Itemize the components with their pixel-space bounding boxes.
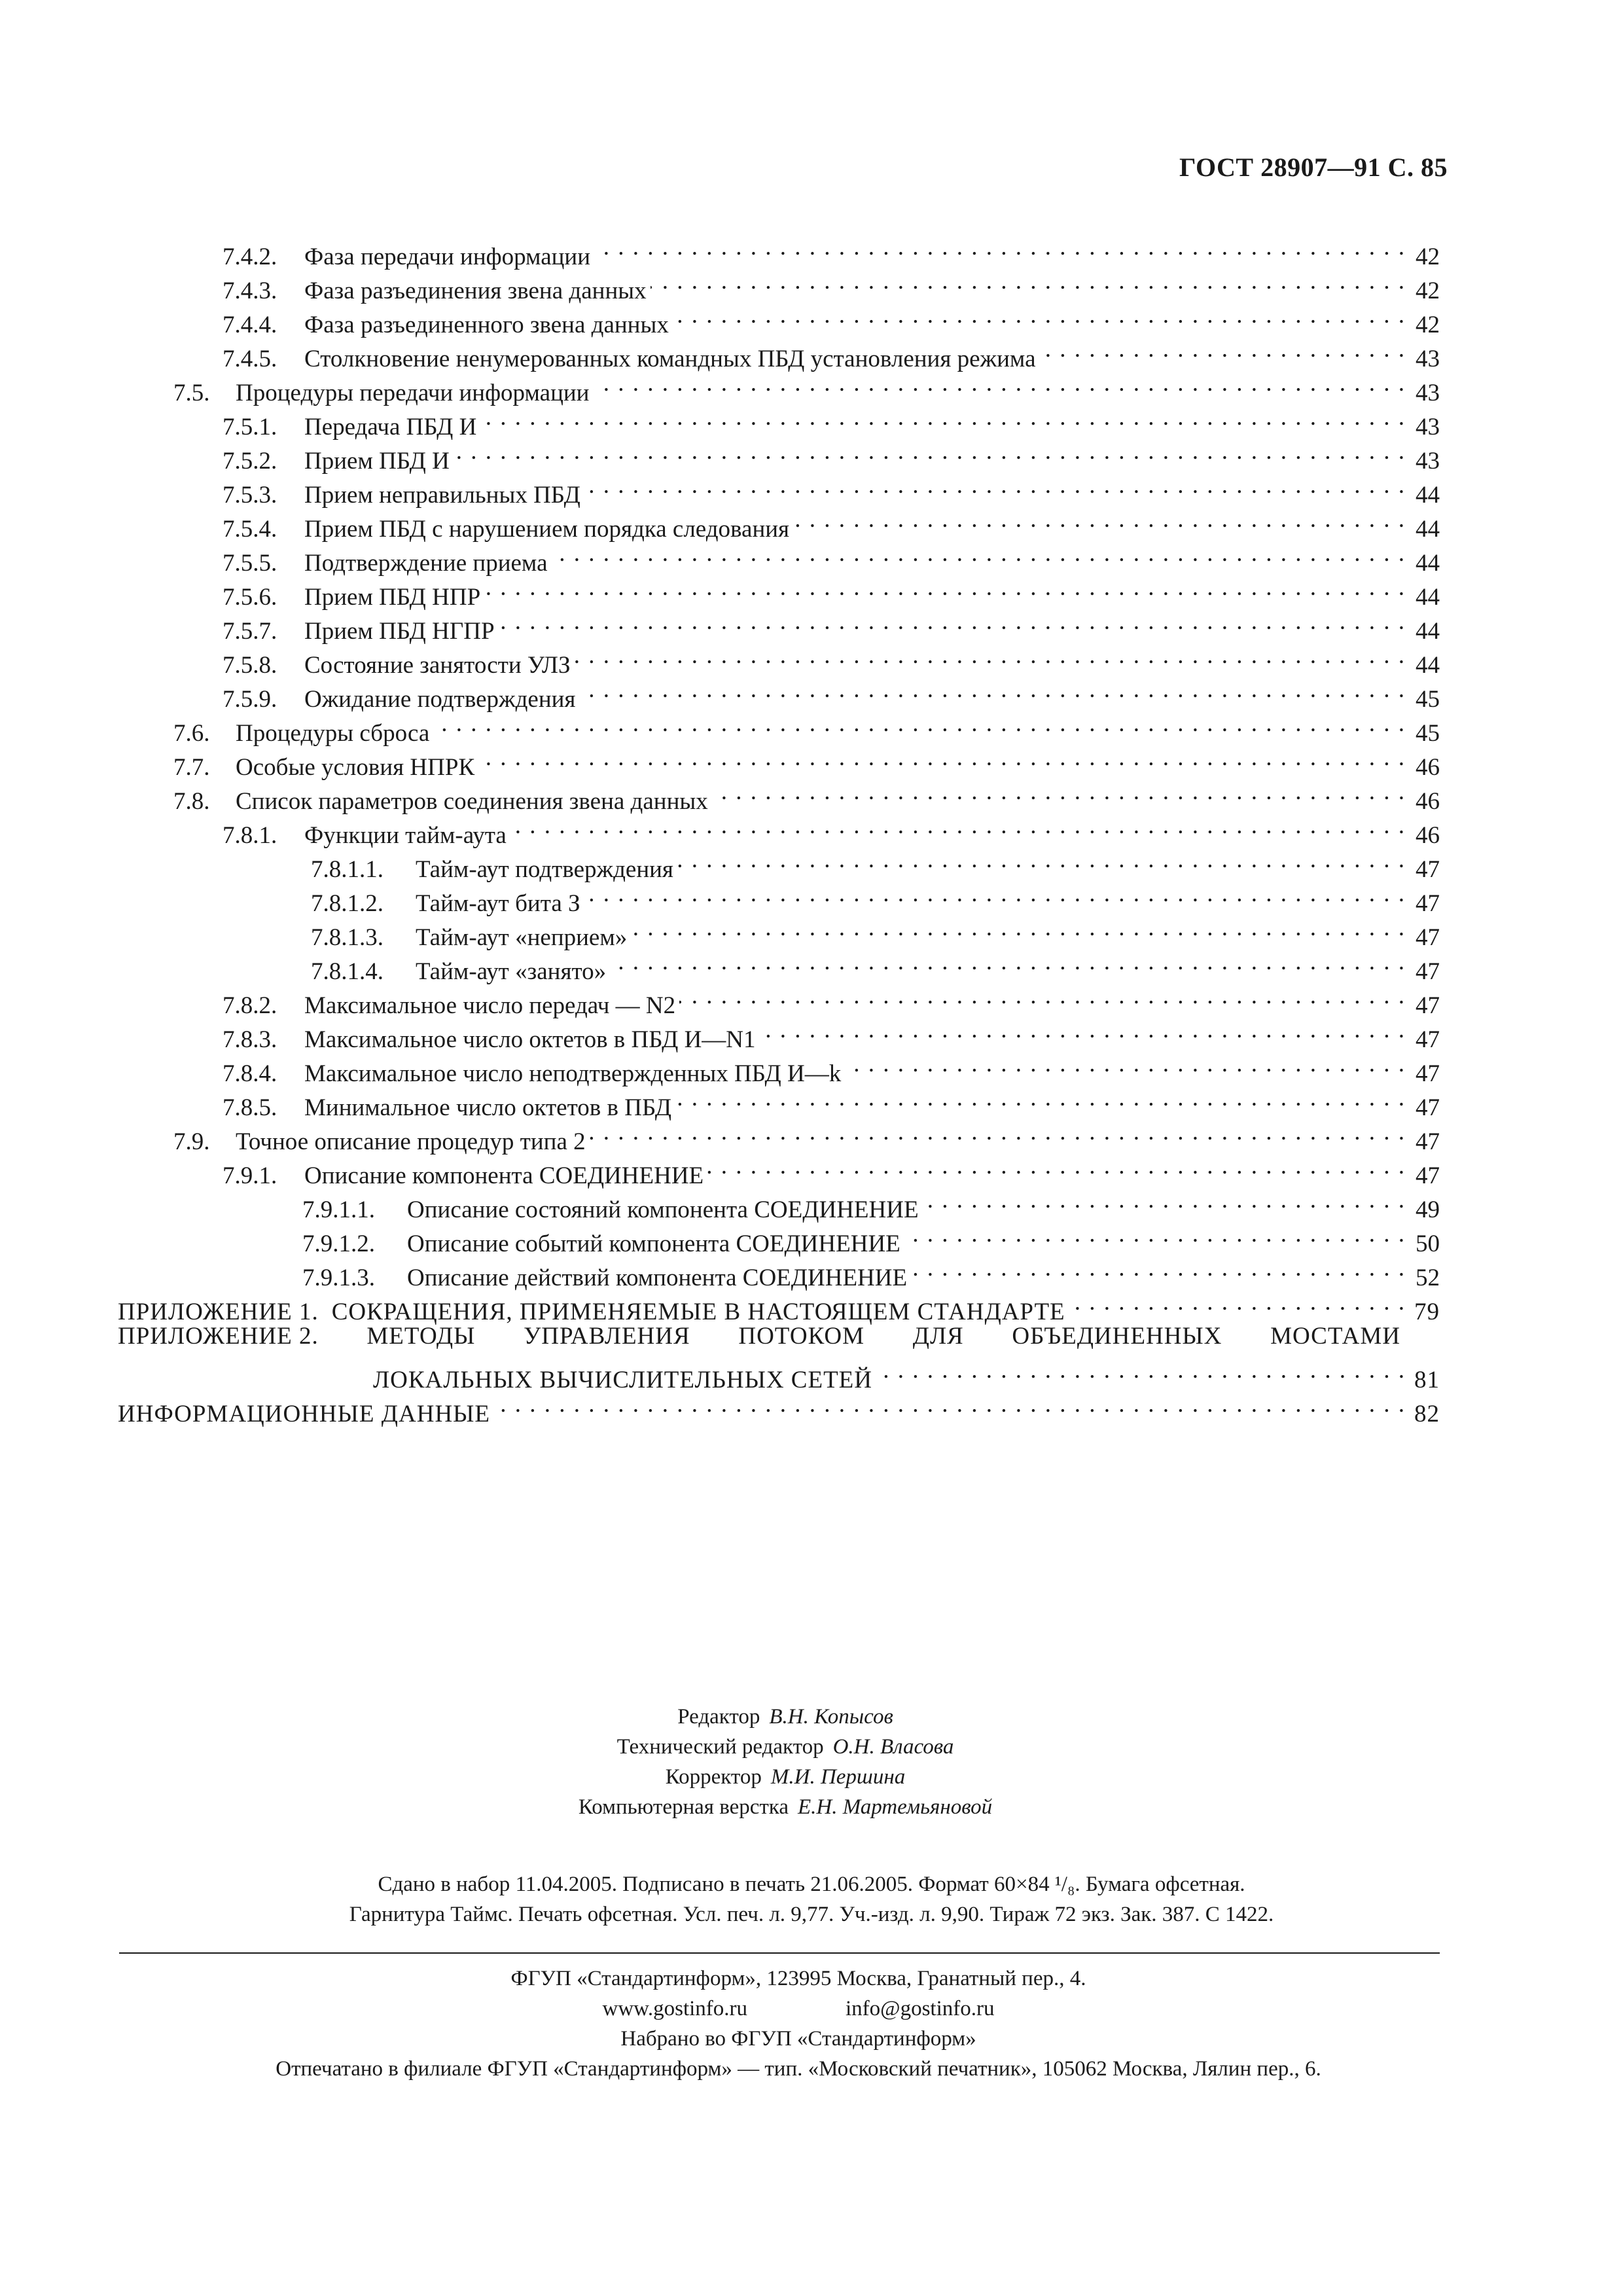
- toc-entry-title: Тайм-аут «занято»: [416, 958, 607, 985]
- leader-dots: [590, 1115, 1406, 1149]
- toc-entry-title: Процедуры сброса: [236, 720, 430, 747]
- leader-dots: [433, 707, 1406, 741]
- toc-appendix-2-line-2: [118, 1354, 1440, 1393]
- toc-entry-number: 7.4.4.: [223, 312, 277, 338]
- toc-entry-page: 47: [1416, 1128, 1440, 1155]
- toc-entry-page: 43: [1416, 380, 1440, 406]
- publisher-info: [0, 1964, 1597, 2084]
- leader-dots: [594, 230, 1406, 264]
- toc-entry-title: Функции тайм-аута: [304, 822, 507, 849]
- toc-entry-page: 47: [1416, 1094, 1440, 1121]
- toc-entry-page: 44: [1416, 482, 1440, 509]
- toc-entry-page: 47: [1416, 924, 1440, 951]
- toc-entry-title: Список параметров соединения звена данных: [236, 788, 708, 815]
- credit-line: [0, 1792, 1571, 1822]
- credit-name: Е.Н. Мартемьяновой: [797, 1795, 993, 1819]
- leader-dots: [631, 911, 1406, 945]
- appendix-title-word: МЕТОДЫ: [366, 1323, 476, 1350]
- leader-dots: [923, 1183, 1406, 1217]
- toc-entry-number: 7.5.: [173, 380, 210, 406]
- toc-entry-title: Описание действий компонента СОЕДИНЕНИЕ: [407, 1265, 908, 1291]
- toc-entry-page: 44: [1416, 516, 1440, 543]
- credit-line: [0, 1732, 1571, 1762]
- leader-dots: [484, 571, 1406, 605]
- toc-entry-page: 46: [1416, 754, 1440, 781]
- leader-dots: [499, 605, 1406, 639]
- leader-dots: [579, 673, 1406, 707]
- credit-name: В.Н. Копысов: [769, 1705, 893, 1729]
- appendix-title-word: ПОТОКОМ: [738, 1323, 865, 1350]
- credit-name: М.И. Першина: [770, 1765, 906, 1789]
- toc-entry-title: Прием ПБД И: [304, 448, 450, 475]
- toc-entry-page: 44: [1416, 618, 1440, 645]
- leader-dots: [679, 979, 1406, 1013]
- toc-entry-number: 7.9.1.: [223, 1162, 277, 1189]
- toc-entry-page: 44: [1416, 550, 1440, 577]
- leader-dots: [454, 435, 1406, 469]
- toc-entry-title: Точное описание процедур типа 2: [236, 1128, 586, 1155]
- toc-entry-title: Подтверждение приема: [304, 550, 548, 577]
- toc-entry-number: 7.5.9.: [223, 686, 277, 713]
- horizontal-rule: [119, 1952, 1440, 1954]
- leader-dots: [1069, 1285, 1406, 1319]
- toc-entry-title: Описание состояний компонента СОЕДИНЕНИЕ: [407, 1196, 919, 1223]
- toc-entry-page: 44: [1416, 652, 1440, 679]
- toc-entry-page: 43: [1416, 414, 1440, 440]
- credit-role: Компьютерная верстка: [578, 1795, 789, 1819]
- toc-entry-number: 7.5.3.: [223, 482, 277, 509]
- print-imprint: [0, 1869, 1623, 1929]
- toc-entry-number: 7.5.7.: [223, 618, 277, 645]
- appendix-number: ПРИЛОЖЕНИЕ 1.: [118, 1299, 319, 1325]
- leader-dots: [675, 1081, 1406, 1115]
- toc-entry-page: 44: [1416, 584, 1440, 611]
- toc-entry-title: Состояние занятости УЛЗ: [304, 652, 571, 679]
- toc-entry-title: Процедуры передачи информации: [236, 380, 590, 406]
- leader-dots: [677, 843, 1406, 877]
- page-number: 82: [1414, 1401, 1440, 1427]
- toc-entry-number: 7.8.2.: [223, 992, 277, 1019]
- toc-entry-page: 47: [1416, 958, 1440, 985]
- toc-entry-page: 43: [1416, 346, 1440, 372]
- toc-entry-number: 7.4.3.: [223, 278, 277, 304]
- toc-entry-title: Максимальное число передач — N2: [304, 992, 676, 1019]
- page-number: 81: [1414, 1367, 1440, 1393]
- leader-dots: [1040, 332, 1406, 367]
- toc-entry-page: 45: [1416, 686, 1440, 713]
- appendix-title-word: ДЛЯ: [912, 1323, 964, 1350]
- toc-appendix-2-line-1: [118, 1319, 1440, 1354]
- leader-dots: [584, 877, 1406, 911]
- toc-entry-number: 7.8.3.: [223, 1026, 277, 1053]
- imprint-line: Гарнитура Таймс. Печать офсетная. Усл. печ. л. 9,77. Уч.-изд. л. 9,90. Тираж 72 экз. Зак. 387. С 1422.: [349, 1903, 1274, 1926]
- toc-entry-title: Фаза разъединенного звена данных: [304, 312, 669, 338]
- leader-dots: [793, 503, 1406, 537]
- credit-role: Технический редактор: [616, 1735, 824, 1759]
- leader-dots: [494, 1388, 1406, 1422]
- leader-dots: [480, 401, 1406, 435]
- toc-entry-title: Максимальное число неподтвержденных ПБД И—k: [304, 1060, 842, 1087]
- appendix-title: ЛОКАЛЬНЫХ ВЫЧИСЛИТЕЛЬНЫХ СЕТЕЙ: [373, 1367, 873, 1393]
- leader-dots: [651, 264, 1406, 298]
- appendix-title: СОКРАЩЕНИЯ, ПРИМЕНЯЕМЫЕ В НАСТОЯЩЕМ СТАНДАРТЕ: [331, 1299, 1065, 1325]
- toc-entry-number: 7.8.1.3.: [311, 924, 383, 951]
- toc-entry-title: Ожидание подтверждения: [304, 686, 576, 713]
- toc-entry-number: 7.7.: [173, 754, 210, 781]
- toc-entry-page: 42: [1416, 278, 1440, 304]
- toc-entry-title: Минимальное число октетов в ПБД: [304, 1094, 672, 1121]
- credit-line: [0, 1702, 1571, 1732]
- toc-entry-page: 47: [1416, 1060, 1440, 1087]
- publisher-email: info@gostinfo.ru: [846, 1997, 995, 2020]
- leader-dots: [760, 1013, 1406, 1047]
- toc-entry-title: Описание компонента СОЕДИНЕНИЕ: [304, 1162, 704, 1189]
- toc-entry-number: 7.4.2.: [223, 243, 277, 270]
- toc-entry-title: Передача ПБД И: [304, 414, 477, 440]
- toc-entry-title: Прием ПБД НГПР: [304, 618, 495, 645]
- toc-entry-title: Прием неправильных ПБД: [304, 482, 580, 509]
- leader-dots: [911, 1251, 1406, 1285]
- toc-entry-page: 47: [1416, 1162, 1440, 1189]
- toc-entry-number: 7.5.4.: [223, 516, 277, 543]
- leader-dots: [510, 809, 1406, 843]
- toc-entry-page: 52: [1416, 1265, 1440, 1291]
- publisher-address: ФГУП «Стандартинформ», 123995 Москва, Гранатный пер., 4.: [510, 1967, 1086, 1990]
- toc-entry-page: 42: [1416, 312, 1440, 338]
- credit-name: О.Н. Власова: [832, 1735, 954, 1759]
- toc-entry-title: Тайм-аут бита З: [416, 890, 580, 917]
- info-title: ИНФОРМАЦИОННЫЕ ДАННЫЕ: [118, 1401, 491, 1427]
- toc-entry-number: 7.9.: [173, 1128, 210, 1155]
- toc-entry-number: 7.5.8.: [223, 652, 277, 679]
- leader-dots: [478, 741, 1406, 775]
- page-number: 79: [1414, 1299, 1440, 1325]
- toc-entry-page: 43: [1416, 448, 1440, 475]
- typeset-note: Набрано во ФГУП «Стандартинформ»: [620, 2027, 976, 2051]
- credit-role: Корректор: [665, 1765, 762, 1789]
- credit-line: [0, 1762, 1571, 1792]
- toc-entry-title: Прием ПБД с нарушением порядка следования: [304, 516, 790, 543]
- toc-entry-page: 47: [1416, 1026, 1440, 1053]
- appendix-number: ПРИЛОЖЕНИЕ 2.: [118, 1323, 319, 1350]
- toc-entry-page: 50: [1416, 1230, 1440, 1257]
- leader-dots: [673, 298, 1406, 332]
- toc-entry-number: 7.8.1.4.: [311, 958, 383, 985]
- toc-entry-title: Описание событий компонента СОЕДИНЕНИЕ: [407, 1230, 901, 1257]
- toc-entry-title: Фаза передачи информации: [304, 243, 591, 270]
- toc-entry-page: 42: [1416, 243, 1440, 270]
- toc-entry-page: 49: [1416, 1196, 1440, 1223]
- toc-entry-page: 46: [1416, 822, 1440, 849]
- toc-entry-number: 7.8.: [173, 788, 210, 815]
- page-header: ГОСТ 28907—91 С. 85: [1179, 152, 1448, 182]
- leader-dots: [584, 469, 1406, 503]
- toc-entry-title: Особые условия НПРК: [236, 754, 475, 781]
- toc-entry-number: 7.8.1.1.: [311, 856, 383, 883]
- toc-entry-number: 7.8.1.: [223, 822, 277, 849]
- leader-dots: [845, 1047, 1406, 1081]
- toc-entry-page: 45: [1416, 720, 1440, 747]
- toc-entry-title: Прием ПБД НПР: [304, 584, 481, 611]
- toc-entries: [118, 230, 1440, 1291]
- appendix-title-word: УПРАВЛЕНИЯ: [524, 1323, 690, 1350]
- toc-entry-title: Столкновение ненумерованных командных ПБД установления режима: [304, 346, 1036, 372]
- toc-entry-number: 7.9.1.1.: [302, 1196, 375, 1223]
- toc-entry-title: Фаза разъединения звена данных: [304, 278, 647, 304]
- publisher-contacts: [0, 1994, 1597, 2024]
- toc-entry-number: 7.8.1.2.: [311, 890, 383, 917]
- leader-dots: [593, 367, 1406, 401]
- toc-entry-number: 7.9.1.3.: [302, 1265, 375, 1291]
- toc-entry-number: 7.4.5.: [223, 346, 277, 372]
- toc-entry-title: Тайм-аут «неприем»: [416, 924, 628, 951]
- toc-entry-number: 7.5.6.: [223, 584, 277, 611]
- printed-note: Отпечатано в филиале ФГУП «Стандартинформ» — тип. «Московский печатник», 105062 Москва, Лялин пер., 6.: [276, 2057, 1321, 2081]
- toc-entry-number: 7.6.: [173, 720, 210, 747]
- toc-entry-page: 47: [1416, 890, 1440, 917]
- credit-role: Редактор: [677, 1705, 760, 1729]
- leader-dots: [712, 775, 1406, 809]
- appendix-title-word: МОСТАМИ: [1270, 1323, 1400, 1350]
- leader-dots: [707, 1149, 1406, 1183]
- leader-dots: [876, 1354, 1406, 1388]
- toc-entry-number: 7.5.5.: [223, 550, 277, 577]
- toc-entry-title: Тайм-аут подтверждения: [416, 856, 673, 883]
- leader-dots: [575, 639, 1406, 673]
- leader-dots: [552, 537, 1406, 571]
- publisher-website: www.gostinfo.ru: [602, 1997, 748, 2020]
- toc-entry-page: 47: [1416, 856, 1440, 883]
- toc-entry-page: 46: [1416, 788, 1440, 815]
- leader-dots: [904, 1217, 1406, 1251]
- toc-entry-number: 7.8.4.: [223, 1060, 277, 1087]
- toc-entry-page: 47: [1416, 992, 1440, 1019]
- toc-info-data: [118, 1388, 1440, 1427]
- toc-entry-number: 7.9.1.2.: [302, 1230, 375, 1257]
- leader-dots: [610, 945, 1406, 979]
- table-of-contents: [118, 230, 1440, 1427]
- imprint-line: Сдано в набор 11.04.2005. Подписано в печать 21.06.2005. Формат 60×84 ¹/₈. Бумага офсетная.: [378, 1873, 1245, 1896]
- toc-entry-number: 7.5.1.: [223, 414, 277, 440]
- appendix-title-word: ОБЪЕДИНЕННЫХ: [1012, 1323, 1222, 1350]
- toc-entry: [118, 230, 1440, 270]
- toc-entry-number: 7.5.2.: [223, 448, 277, 475]
- editorial-credits: [0, 1702, 1571, 1822]
- toc-entry-number: 7.8.5.: [223, 1094, 277, 1121]
- toc-entry-title: Максимальное число октетов в ПБД И—N1: [304, 1026, 756, 1053]
